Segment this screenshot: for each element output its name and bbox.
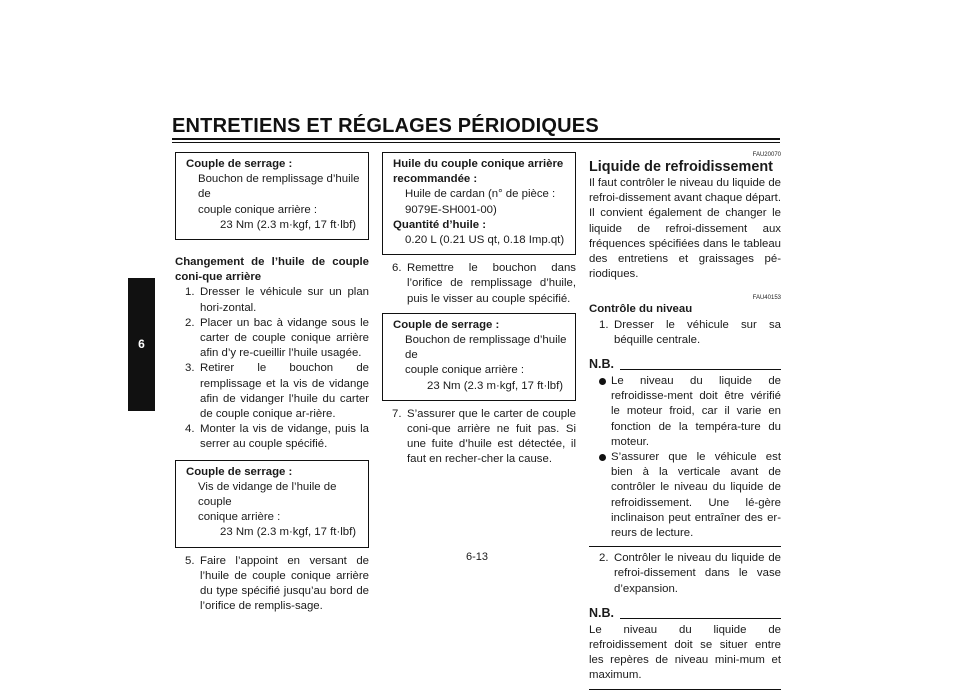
note-label: N.B. <box>589 605 614 620</box>
spec-value: 23 Nm (2.3 m·kgf, 17 ft·lbf) <box>427 379 564 392</box>
bullet-icon <box>599 378 606 385</box>
note-header <box>589 357 781 372</box>
step-item: 3. Retirer le bouchon de remplissage et la vis de vidange afin de vidanger l’huile du carter de couple conique ar-rière. <box>185 362 369 421</box>
step-list <box>589 318 781 348</box>
note-text: Le niveau du liquide de refroidissement doit se situer entre les repères de niveau mini-mum et maximum. <box>589 621 781 690</box>
note-rule <box>620 618 781 619</box>
bullet-icon <box>599 454 606 461</box>
spec-line: conique arrière : <box>198 511 281 524</box>
spec-value: 23 Nm (2.3 m·kgf, 17 ft·lbf) <box>220 218 357 231</box>
step-item: 2. Placer un bac à vidange sous le carter de couple conique arrière afin d’y re-cueillir l’huile usagée. <box>185 316 369 360</box>
note-bullet-list <box>589 374 781 541</box>
step-list <box>382 407 576 468</box>
step-item: 1. Dresser le véhicule sur un plan hori-zontal. <box>185 286 369 314</box>
reference-code: FAU40153 <box>752 295 781 302</box>
step-item: 6. Remettre le bouchon dans l’orifice de remplissage d’huile, puis le visser au couple spécifié. <box>392 262 576 305</box>
spec-title: Huile du couple conique arrière <box>393 158 564 170</box>
spec-line: Huile de cardan (n° de pièce : <box>405 188 556 201</box>
column-2 <box>382 152 576 468</box>
page-title: ENTRETIENS ET RÉGLAGES PÉRIODIQUES <box>172 115 599 137</box>
torque-spec-box-2 <box>175 460 369 548</box>
column-3 <box>589 151 781 690</box>
spec-value: 23 Nm (2.3 m·kgf, 17 ft·lbf) <box>220 526 357 539</box>
torque-spec-box-1 <box>175 152 369 240</box>
spec-title: Couple de serrage : <box>393 318 500 331</box>
header-rule-thin <box>172 142 780 143</box>
spec-line: couple conique arrière : <box>405 364 525 377</box>
note-label: N.B. <box>589 357 614 372</box>
page-number: 6-13 <box>466 551 489 563</box>
chapter-tab: 6 <box>128 278 155 411</box>
note-bullet: S’assurer que le véhicule est bien à la verticale avant de contrôler le niveau du liquide de refroidissement. Une lé-gère inclinaison peut entraîner des er-reurs de lecture. <box>589 450 781 541</box>
note-box <box>589 372 781 547</box>
step-list <box>175 554 369 615</box>
quantity-value: 0.20 L (0.21 US qt, 0.18 Imp.qt) <box>405 234 565 247</box>
sub-heading: Contrôle du niveau <box>589 303 693 316</box>
step-item: 1. Dresser le véhicule sur sa béquille centrale. <box>599 318 781 346</box>
quantity-title: Quantité d’huile : <box>393 218 487 231</box>
spec-line: couple conique arrière : <box>198 203 318 216</box>
step-item: 5. Faire l’appoint en versant de l’huile de couple conique arrière du type spécifié jusqu’au bord de l’orifice de remplis-sage. <box>185 554 369 613</box>
spec-title: Couple de serrage : <box>186 465 293 478</box>
section-heading: Changement de l’huile de couple coni-que arrière <box>175 256 369 284</box>
note-bullet: Le niveau du liquide de refroidisse-ment doit être vérifié le moteur froid, car il varie en fonction de la tempéra-ture du moteur. <box>589 374 781 450</box>
torque-spec-box-3 <box>382 313 576 401</box>
note-header <box>589 606 781 621</box>
step-list <box>589 551 781 597</box>
reference-code: FAU20070 <box>752 152 781 158</box>
intro-paragraph: Il faut contrôler le niveau du liquide de refroi-dissement avant chaque départ. Il convient également de changer le liquide de refroi-dissement aux fréquences spécifiées dans le tableau des entretiens et graissages pé-riodiques. <box>589 177 781 281</box>
spec-line: Bouchon de remplissage d’huile de <box>405 334 567 362</box>
step-item: 2. Contrôler le niveau du liquide de refroi-dissement dans le vase d’expansion. <box>599 552 781 595</box>
spec-line: 9079E-SH001-00) <box>405 203 497 216</box>
header-rule <box>172 138 780 140</box>
oil-spec-box <box>382 152 576 255</box>
spec-title: recommandée : <box>393 173 478 186</box>
step-list <box>175 285 369 452</box>
section-title: Liquide de refroidissement <box>589 159 773 175</box>
step-item: 4. Monter la vis de vidange, puis la serrer au couple spécifié. <box>185 423 369 451</box>
spec-line: Bouchon de remplissage d’huile de <box>198 173 360 201</box>
column-1 <box>175 152 369 614</box>
step-list <box>382 261 576 307</box>
note-rule <box>620 369 781 370</box>
step-item: 7. S’assurer que le carter de couple coni-que arrière ne fuit pas. Si une fuite d’huile est détectée, il faut en recher-cher la cause. <box>392 407 576 466</box>
spec-title: Couple de serrage : <box>186 158 293 170</box>
spec-line: Vis de vidange de l’huile de couple <box>198 480 337 509</box>
